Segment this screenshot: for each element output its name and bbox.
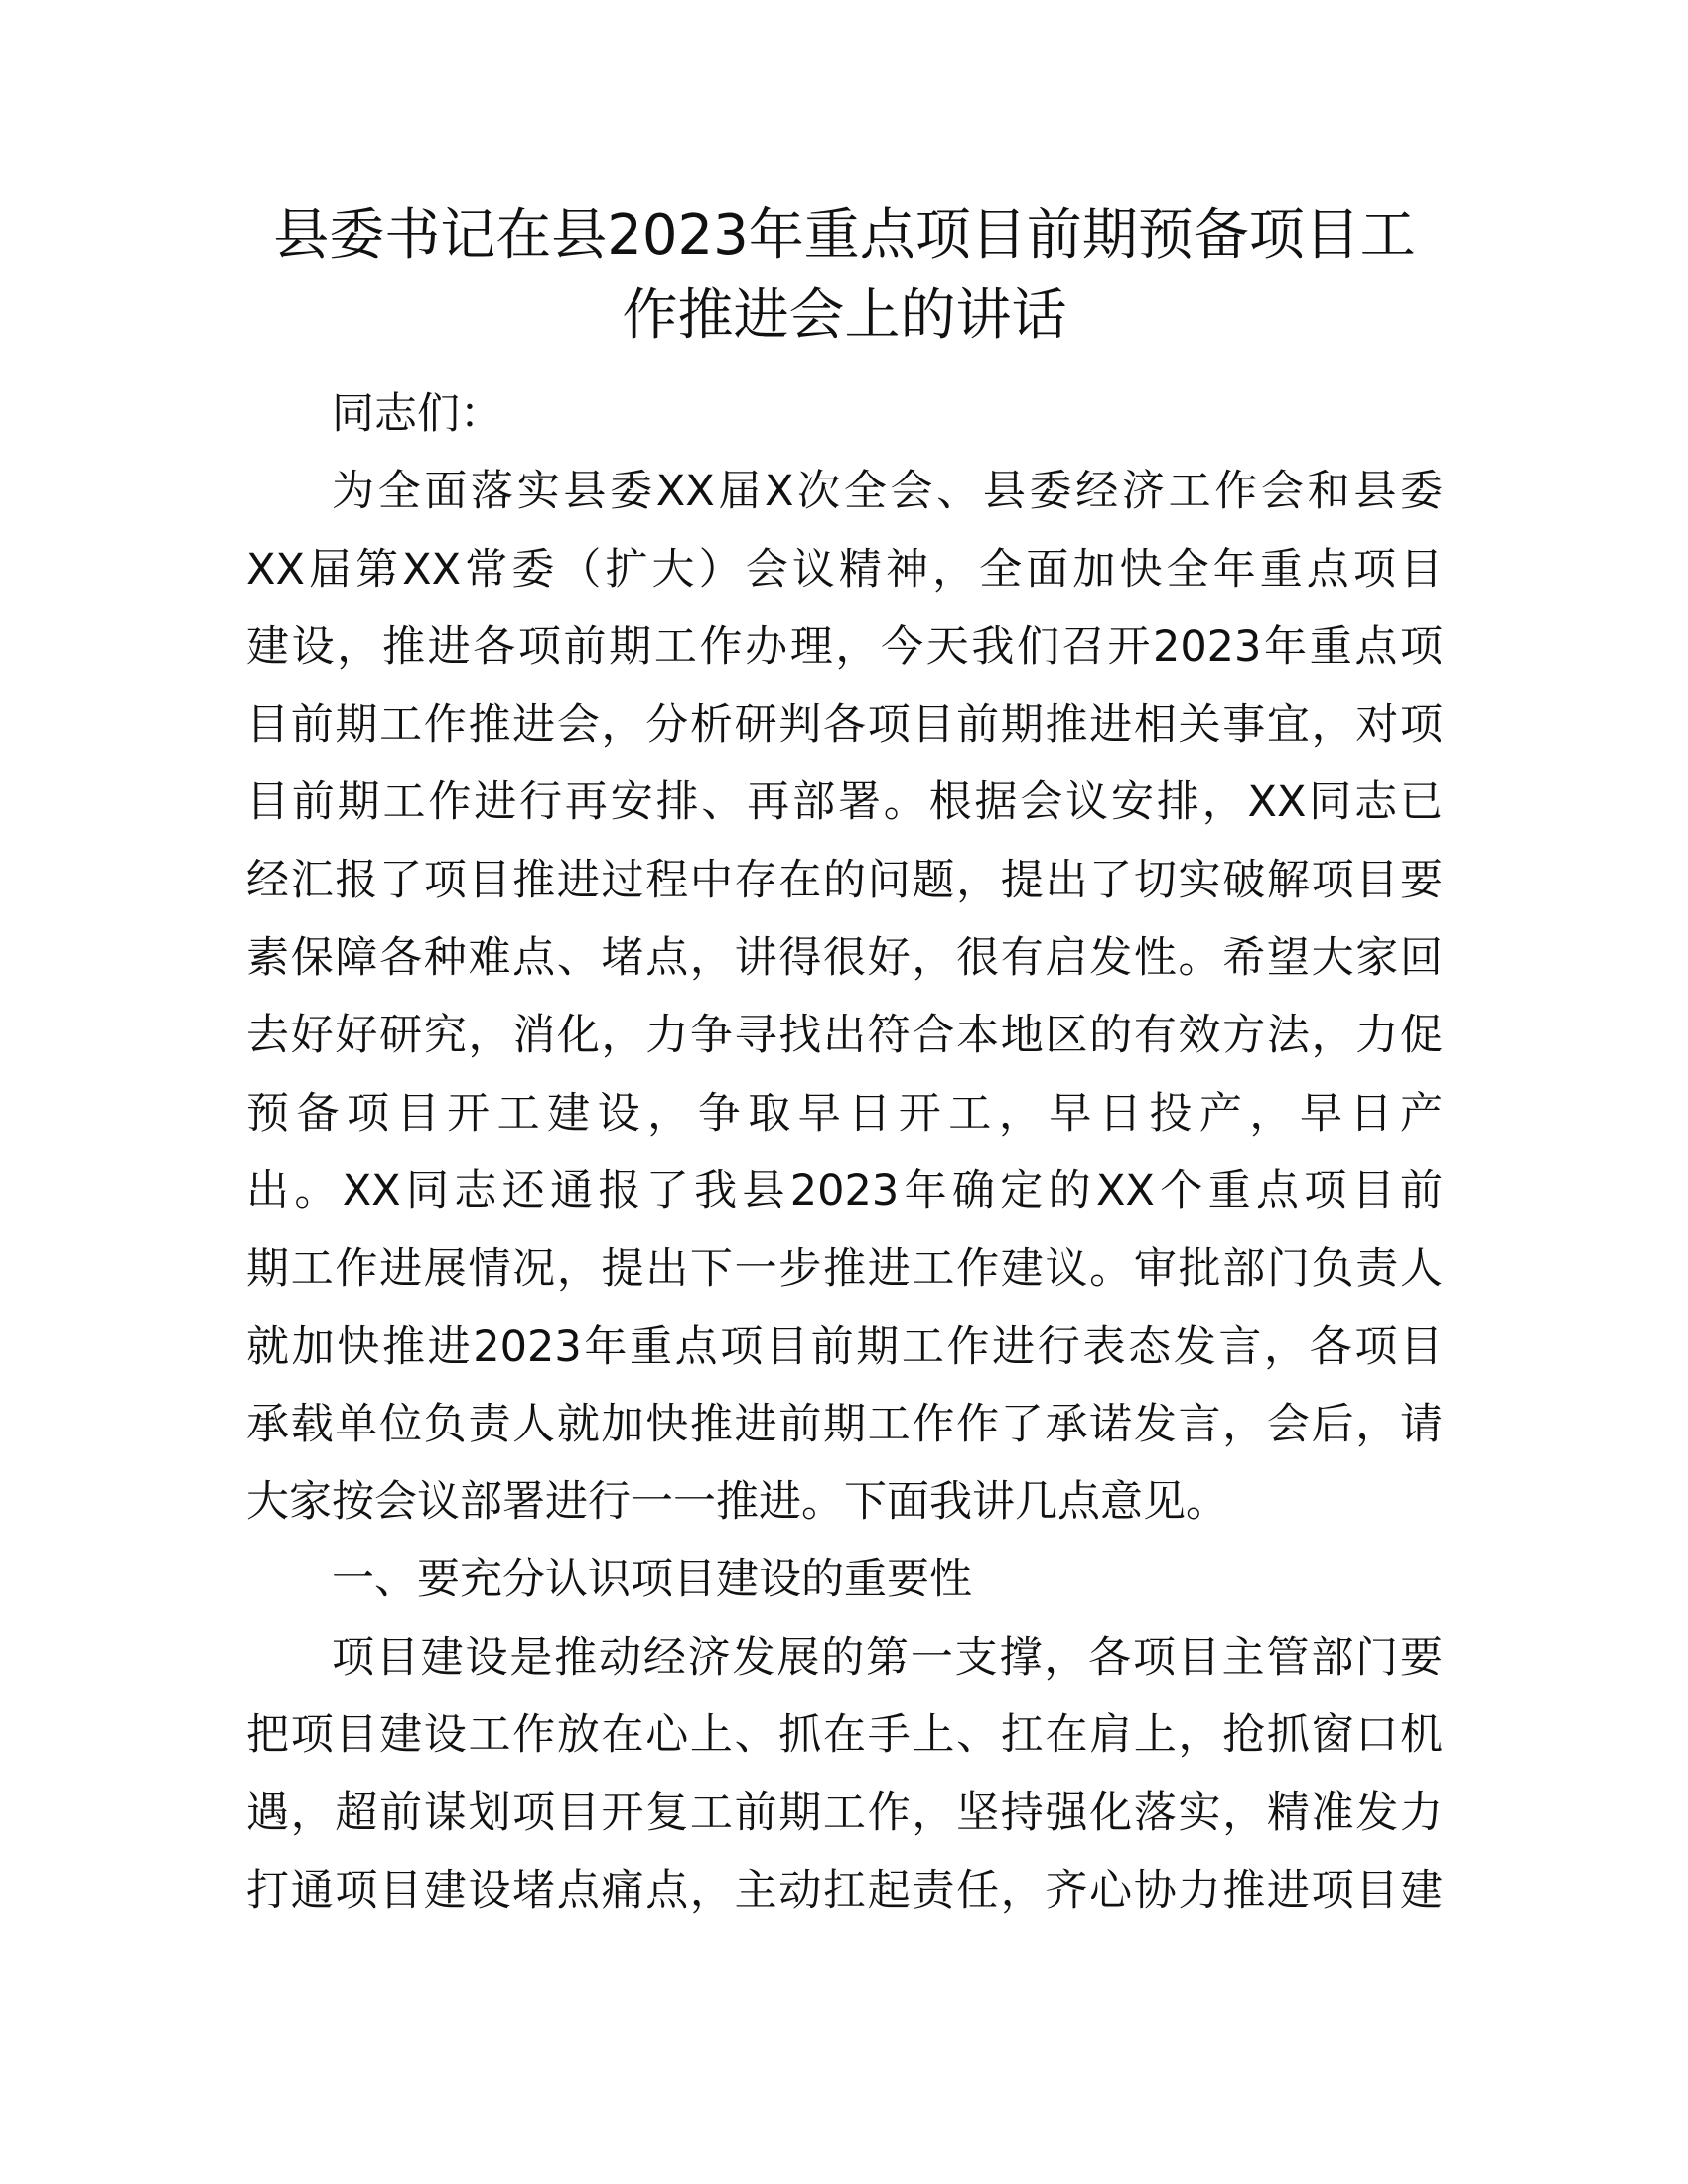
paragraph-line: 素保障各种难点、堵点，讲得很好，很有启发性。希望大家回 xyxy=(246,933,1443,984)
paragraph-line: 经汇报了项目推进过程中存在的问题，提出了切实破解项目要 xyxy=(246,855,1443,905)
paragraph-line: 打通项目建设堵点痛点，主动扛起责任，齐心协力推进项目建 xyxy=(246,1865,1443,1916)
paragraph-line: XX届第XX常委（扩大）会议精神，全面加快全年重点项目 xyxy=(246,544,1443,595)
document-body xyxy=(246,375,1443,1930)
paragraph-2 xyxy=(246,1619,1443,1930)
section-heading-line: 一、要充分认识项目建设的重要性 xyxy=(332,1555,972,1605)
paragraph-line: 期工作进展情况，提出下一步推进工作建议。审批部门负责人 xyxy=(246,1244,1443,1295)
paragraph-line: 为全面落实县委XX届X次全会、县委经济工作会和县委 xyxy=(332,467,1443,517)
paragraph-1 xyxy=(246,453,1443,1541)
document-title xyxy=(246,197,1443,355)
paragraph-line: 承载单位负责人就加快推进前期工作作了承诺发言，会后，请 xyxy=(246,1399,1443,1449)
paragraph-line: 去好好研究，消化，力争寻找出符合本地区的有效方法，力促 xyxy=(246,1011,1443,1061)
title-line-1: 县委书记在县2023年重点项目前期预备项目工 xyxy=(273,204,1416,268)
paragraph-line: 项目建设是推动经济发展的第一支撑，各项目主管部门要 xyxy=(332,1632,1443,1683)
paragraph-line: 遇，超前谋划项目开复工前期工作，坚持强化落实，精准发力 xyxy=(246,1788,1443,1839)
paragraph-line: 目前期工作推进会，分析研判各项目前期推进相关事宜，对项 xyxy=(246,700,1443,751)
section-heading xyxy=(246,1541,1443,1618)
title-line-2: 作推进会上的讲话 xyxy=(622,283,1067,347)
paragraph-line: 目前期工作进行再安排、再部署。根据会议安排，XX同志已 xyxy=(246,777,1443,828)
paragraph-line: 建设，推进各项前期工作办理，今天我们召开2023年重点项 xyxy=(246,621,1443,672)
greeting xyxy=(246,375,1443,453)
paragraph-line: 出。XX同志还通报了我县2023年确定的XX个重点项目前 xyxy=(246,1165,1443,1216)
greeting-line: 同志们： xyxy=(332,389,502,439)
paragraph-line: 把项目建设工作放在心上、抓在手上、扛在肩上，抢抓窗口机 xyxy=(246,1710,1443,1761)
paragraph-line: 大家按会议部署进行一一推进。下面我讲几点意见。 xyxy=(246,1477,1228,1528)
paragraph-line: 就加快推进2023年重点项目前期工作进行表态发言，各项目 xyxy=(246,1321,1443,1372)
paragraph-line: 预备项目开工建设，争取早日开工，早日投产，早日产 xyxy=(246,1088,1443,1139)
